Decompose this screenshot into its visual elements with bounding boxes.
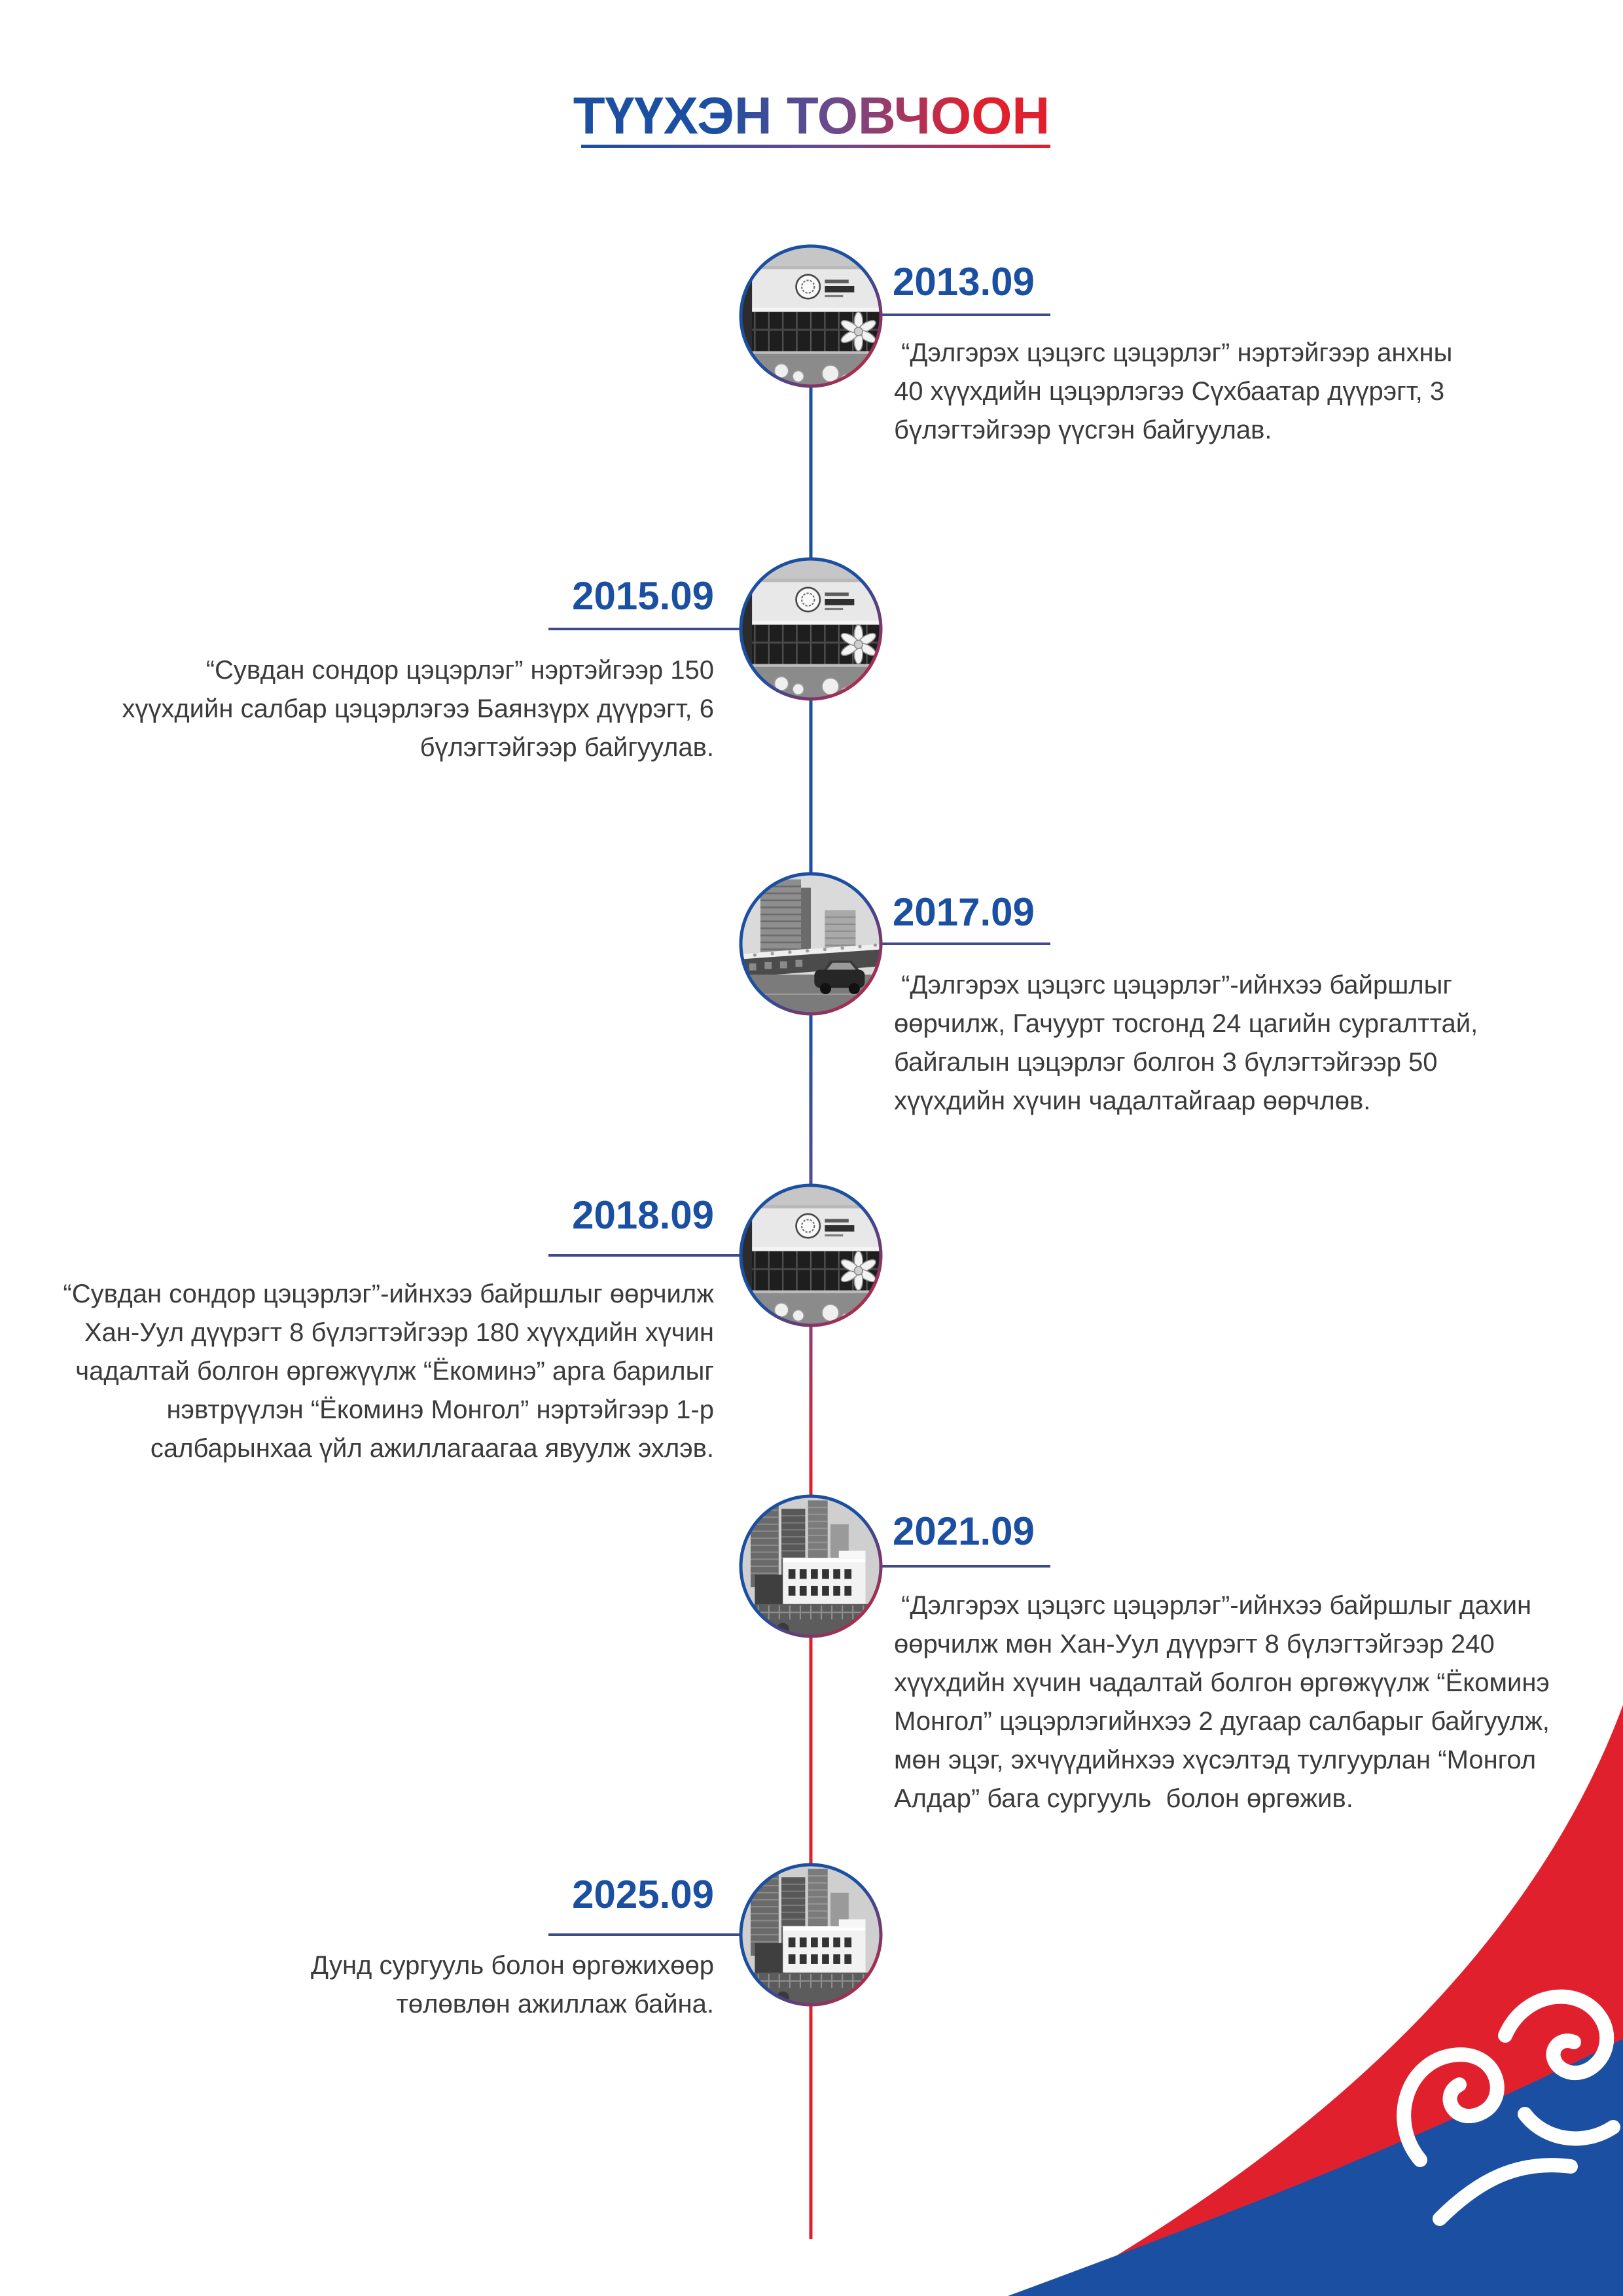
description-line: 40 хүүхдийн цэцэрлэгээ Сүхбаатар дүүрэгт, 3 bbox=[894, 377, 1445, 406]
description-line: хүүхдийн салбар цэцэрлэгээ Баянзүрх дүүрэгт, 6 bbox=[122, 694, 714, 723]
description-line: “Дэлгэрэх цэцэгс цэцэрлэг” нэртэйгээр анхны bbox=[894, 338, 1453, 367]
page-title bbox=[0, 86, 1623, 146]
year-underline bbox=[548, 628, 742, 630]
entry-description bbox=[894, 1587, 1550, 1818]
timeline-photo-2017 bbox=[741, 874, 881, 1014]
description-line: Хан-Уул дүүрэгт 8 бүлэгтэйгээр 180 хүүхдийн хүчин bbox=[84, 1318, 714, 1347]
year-underline bbox=[875, 314, 1050, 316]
entry-year: 2017.09 bbox=[893, 890, 1035, 934]
entry-year: 2018.09 bbox=[572, 1193, 714, 1237]
description-line: “Сувдан сондор цэцэрлэг” нэртэйгээр 150 bbox=[205, 656, 714, 685]
timeline-photo-2013 bbox=[741, 246, 881, 386]
entry-year: 2021.09 bbox=[893, 1509, 1035, 1553]
description-line: “Дэлгэрэх цэцэгс цэцэрлэг”-ийнхээ байршлыг bbox=[894, 971, 1452, 999]
description-line: өөрчилж, Гачуурт тосгонд 24 цагийн сургалттай, bbox=[894, 1009, 1478, 1038]
entry-description bbox=[63, 1275, 714, 1468]
timeline-photo-2018 bbox=[741, 1185, 881, 1325]
description-line: чадалтай болгон өргөжүүлж “Ёкоминэ” арга барилыг bbox=[75, 1357, 714, 1386]
timeline-photo-2025 bbox=[741, 1865, 881, 2005]
year-underline bbox=[548, 1933, 742, 1936]
description-line: “Дэлгэрэх цэцэгс цэцэрлэг”-ийнхээ байршлыг дахин bbox=[894, 1591, 1532, 1620]
year-underline bbox=[875, 942, 1050, 945]
description-line: мөн эцэг, эхчүүдийнхээ хүсэлтэд тулгуурлан “Монгол bbox=[894, 1746, 1537, 1774]
description-line: Алдар” бага сургууль болон өргөжив. bbox=[894, 1784, 1353, 1813]
description-line: “Сувдан сондор цэцэрлэг”-ийнхээ байршлыг өөрчилж bbox=[63, 1280, 714, 1308]
year-underline bbox=[875, 1565, 1050, 1568]
description-line: нэвтрүүлэн “Ёкоминэ Монгол” нэртэйгээр 1-р bbox=[166, 1395, 714, 1424]
description-line: байгалын цэцэрлэг болгон 3 бүлэгтэйгээр 50 bbox=[894, 1048, 1438, 1077]
description-line: өөрчилж мөн Хан-Уул дүүрэгт 8 бүлэгтэйгээр 240 bbox=[894, 1630, 1495, 1659]
timeline-photo-2021 bbox=[741, 1496, 881, 1636]
page-title-text: ТҮҮХЭН ТОВЧООН bbox=[573, 86, 1050, 145]
entry-description bbox=[122, 651, 714, 767]
description-line: Дунд сургууль болон өргөжихөөр bbox=[311, 1951, 714, 1980]
description-line: төлөвлөн ажиллаж байна. bbox=[396, 1990, 714, 2018]
description-line: салбарынхаа үйл ажиллагаагаа явуулж эхлэв. bbox=[150, 1434, 714, 1463]
description-line: хүүхдийн хүчин чадалтай болгон өргөжүүлж “Ёкоминэ bbox=[894, 1668, 1550, 1697]
entry-description bbox=[311, 1946, 714, 2024]
timeline-photo-2015 bbox=[741, 559, 881, 699]
description-line: хүүхдийн хүчин чадалтайгаар өөрчлөв. bbox=[894, 1086, 1371, 1115]
entry-description bbox=[894, 334, 1452, 450]
entry-description bbox=[894, 966, 1478, 1121]
description-line: бүлэгтэйгээр үүсгэн байгуулав. bbox=[894, 416, 1272, 444]
entry-year: 2013.09 bbox=[893, 260, 1035, 304]
year-underline bbox=[548, 1254, 742, 1257]
entry-year: 2025.09 bbox=[572, 1873, 714, 1916]
title-underline bbox=[581, 145, 1050, 148]
entry-year: 2015.09 bbox=[572, 574, 714, 618]
description-line: Монгол” цэцэрлэгийнхээ 2 дугаар салбарыг байгуулж, bbox=[894, 1707, 1550, 1736]
description-line: бүлэгтэйгээр байгуулав. bbox=[419, 733, 714, 762]
